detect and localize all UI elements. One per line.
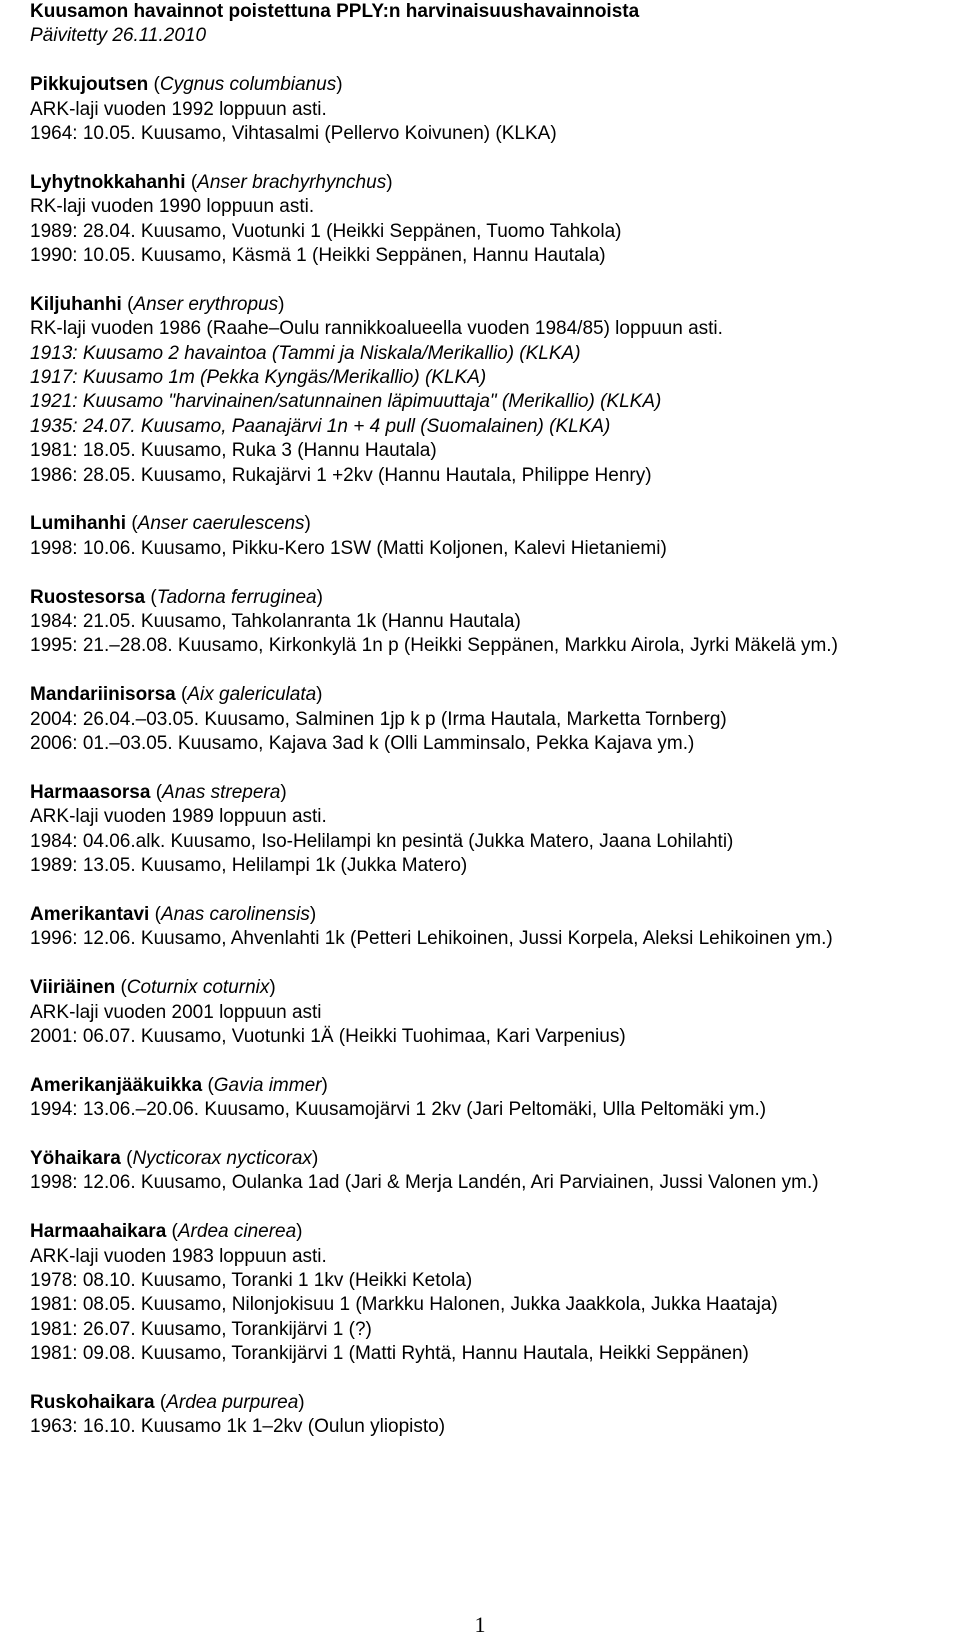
species-name: Harmaasorsa <box>30 781 151 803</box>
species-heading: Yöhaikara (Nycticorax nycticorax) <box>30 1147 319 1169</box>
record-line: ARK-laji vuoden 1989 loppuun asti. <box>30 806 327 828</box>
species-name: Amerikanjääkuikka <box>30 1074 203 1096</box>
update-date: Päivitetty 26.11.2010 <box>30 25 207 47</box>
scientific-name: Cygnus columbianus <box>159 74 337 96</box>
record-line: 1913: Kuusamo 2 havaintoa (Tammi ja Niskala/Merikallio) (KLKA) <box>30 342 581 364</box>
record-line: ARK-laji vuoden 1992 loppuun asti. <box>30 98 327 120</box>
species-heading: Harmaasorsa (Anas strepera) <box>30 781 287 803</box>
record-line: RK-laji vuoden 1986 (Raahe–Oulu rannikkoalueella vuoden 1984/85) loppuun asti. <box>30 318 723 340</box>
record-line: 1996: 12.06. Kuusamo, Ahvenlahti 1k (Petteri Lehikoinen, Jussi Korpela, Aleksi Lehikoinen ym.) <box>30 928 833 950</box>
species-name: Viiriäinen <box>30 977 116 999</box>
species-entry <box>30 1220 945 1366</box>
species-entry <box>30 171 945 269</box>
record-line: 1998: 10.06. Kuusamo, Pikku-Kero 1SW (Matti Koljonen, Kalevi Hietaniemi) <box>30 537 667 559</box>
record-line: RK-laji vuoden 1990 loppuun asti. <box>30 196 315 218</box>
species-heading: Lyhytnokkahanhi (Anser brachyrhynchus) <box>30 171 393 193</box>
species-heading: Harmaahaikara (Ardea cinerea) <box>30 1221 303 1243</box>
species-entry <box>30 293 945 488</box>
record-line: 1989: 13.05. Kuusamo, Helilampi 1k (Jukka Matero) <box>30 855 468 877</box>
scientific-name: Anas carolinensis <box>160 903 310 925</box>
record-line: 1978: 08.10. Kuusamo, Toranki 1 1kv (Heikki Ketola) <box>30 1269 473 1291</box>
scientific-name: Anser erythropus <box>133 293 279 315</box>
species-name: Pikkujoutsen <box>30 74 149 96</box>
species-list <box>30 73 945 1440</box>
record-line: 1995: 21.–28.08. Kuusamo, Kirkonkylä 1n p (Heikki Seppänen, Markku Airola, Jyrki Mäkelä ym.) <box>30 635 838 657</box>
record-line: ARK-laji vuoden 2001 loppuun asti <box>30 1001 322 1023</box>
record-line: ARK-laji vuoden 1983 loppuun asti. <box>30 1245 327 1267</box>
scientific-name: Anser caerulescens <box>137 513 305 535</box>
species-entry <box>30 781 945 879</box>
species-heading: Kiljuhanhi (Anser erythropus) <box>30 293 285 315</box>
species-name: Yöhaikara <box>30 1147 121 1169</box>
record-line: 1963: 16.10. Kuusamo 1k 1–2kv (Oulun yliopisto) <box>30 1416 446 1438</box>
scientific-name: Anas strepera <box>162 781 281 803</box>
record-line: 1986: 28.05. Kuusamo, Rukajärvi 1 +2kv (Hannu Hautala, Philippe Henry) <box>30 464 652 486</box>
species-heading: Amerikanjääkuikka (Gavia immer) <box>30 1074 328 1096</box>
record-line: 1981: 18.05. Kuusamo, Ruka 3 (Hannu Hautala) <box>30 440 437 462</box>
record-line: 2006: 01.–03.05. Kuusamo, Kajava 3ad k (Olli Lamminsalo, Pekka Kajava ym.) <box>30 733 695 755</box>
species-name: Amerikantavi <box>30 903 150 925</box>
record-line: 1989: 28.04. Kuusamo, Vuotunki 1 (Heikki Seppänen, Tuomo Tahkola) <box>30 220 622 242</box>
scientific-name: Tadorna ferruginea <box>156 586 317 608</box>
record-line: 1984: 21.05. Kuusamo, Tahkolanranta 1k (Hannu Hautala) <box>30 611 521 633</box>
species-entry <box>30 903 945 952</box>
scientific-name: Nycticorax nycticorax <box>132 1147 312 1169</box>
record-line: 1964: 10.05. Kuusamo, Vihtasalmi (Pellervo Koivunen) (KLKA) <box>30 123 557 145</box>
species-name: Lumihanhi <box>30 513 127 535</box>
record-line: 1921: Kuusamo "harvinainen/satunnainen läpimuuttaja" (Merikallio) (KLKA) <box>30 391 662 413</box>
record-line: 2004: 26.04.–03.05. Kuusamo, Salminen 1jp k p (Irma Hautala, Marketta Tornberg) <box>30 708 727 730</box>
document-page <box>30 0 945 1440</box>
scientific-name: Gavia immer <box>213 1074 322 1096</box>
species-heading: Amerikantavi (Anas carolinensis) <box>30 903 317 925</box>
species-heading: Ruostesorsa (Tadorna ferruginea) <box>30 586 323 608</box>
page-number: 1 <box>474 1612 486 1637</box>
scientific-name: Aix galericulata <box>187 684 317 706</box>
record-line: 1935: 24.07. Kuusamo, Paanajärvi 1n + 4 pull (Suomalainen) (KLKA) <box>30 415 611 437</box>
species-heading: Mandariinisorsa (Aix galericulata) <box>30 684 323 706</box>
species-entry <box>30 73 945 146</box>
species-heading: Lumihanhi (Anser caerulescens) <box>30 513 311 535</box>
record-line: 1981: 08.05. Kuusamo, Nilonjokisuu 1 (Markku Halonen, Jukka Jaakkola, Jukka Haataja) <box>30 1294 778 1316</box>
record-line: 1984: 04.06.alk. Kuusamo, Iso-Helilampi kn pesintä (Jukka Matero, Jaana Lohilahti) <box>30 830 734 852</box>
scientific-name: Coturnix coturnix <box>126 977 270 999</box>
record-line: 1981: 26.07. Kuusamo, Torankijärvi 1 (?) <box>30 1318 372 1340</box>
scientific-name: Ardea cinerea <box>177 1221 297 1243</box>
species-entry <box>30 976 945 1049</box>
species-name: Lyhytnokkahanhi <box>30 171 186 193</box>
species-entry <box>30 1147 945 1196</box>
species-heading: Viiriäinen (Coturnix coturnix) <box>30 977 276 999</box>
species-entry <box>30 1391 945 1440</box>
record-line: 1994: 13.06.–20.06. Kuusamo, Kuusamojärvi 1 2kv (Jari Peltomäki, Ulla Peltomäki ym.) <box>30 1099 767 1121</box>
record-line: 1981: 09.08. Kuusamo, Torankijärvi 1 (Matti Ryhtä, Hannu Hautala, Heikki Seppänen) <box>30 1343 749 1365</box>
species-entry <box>30 683 945 756</box>
species-name: Mandariinisorsa <box>30 684 176 706</box>
species-name: Harmaahaikara <box>30 1221 167 1243</box>
species-entry <box>30 586 945 659</box>
species-name: Kiljuhanhi <box>30 293 122 315</box>
record-line: 1998: 12.06. Kuusamo, Oulanka 1ad (Jari & Merja Landén, Ari Parviainen, Jussi Valonen ym.) <box>30 1172 819 1194</box>
species-entry <box>30 512 945 561</box>
document-title: Kuusamon havainnot poistettuna PPLY:n harvinaisuushavainnoista <box>30 1 640 22</box>
species-heading: Ruskohaikara (Ardea purpurea) <box>30 1391 305 1413</box>
scientific-name: Ardea purpurea <box>166 1391 299 1413</box>
species-name: Ruskohaikara <box>30 1391 155 1413</box>
species-heading: Pikkujoutsen (Cygnus columbianus) <box>30 74 343 96</box>
record-line: 2001: 06.07. Kuusamo, Vuotunki 1Ä (Heikki Tuohimaa, Kari Varpenius) <box>30 1025 626 1047</box>
scientific-name: Anser brachyrhynchus <box>197 171 387 193</box>
species-name: Ruostesorsa <box>30 586 146 608</box>
species-entry <box>30 1074 945 1123</box>
record-line: 1990: 10.05. Kuusamo, Käsmä 1 (Heikki Seppänen, Hannu Hautala) <box>30 245 606 267</box>
record-line: 1917: Kuusamo 1m (Pekka Kyngäs/Merikallio) (KLKA) <box>30 367 487 389</box>
